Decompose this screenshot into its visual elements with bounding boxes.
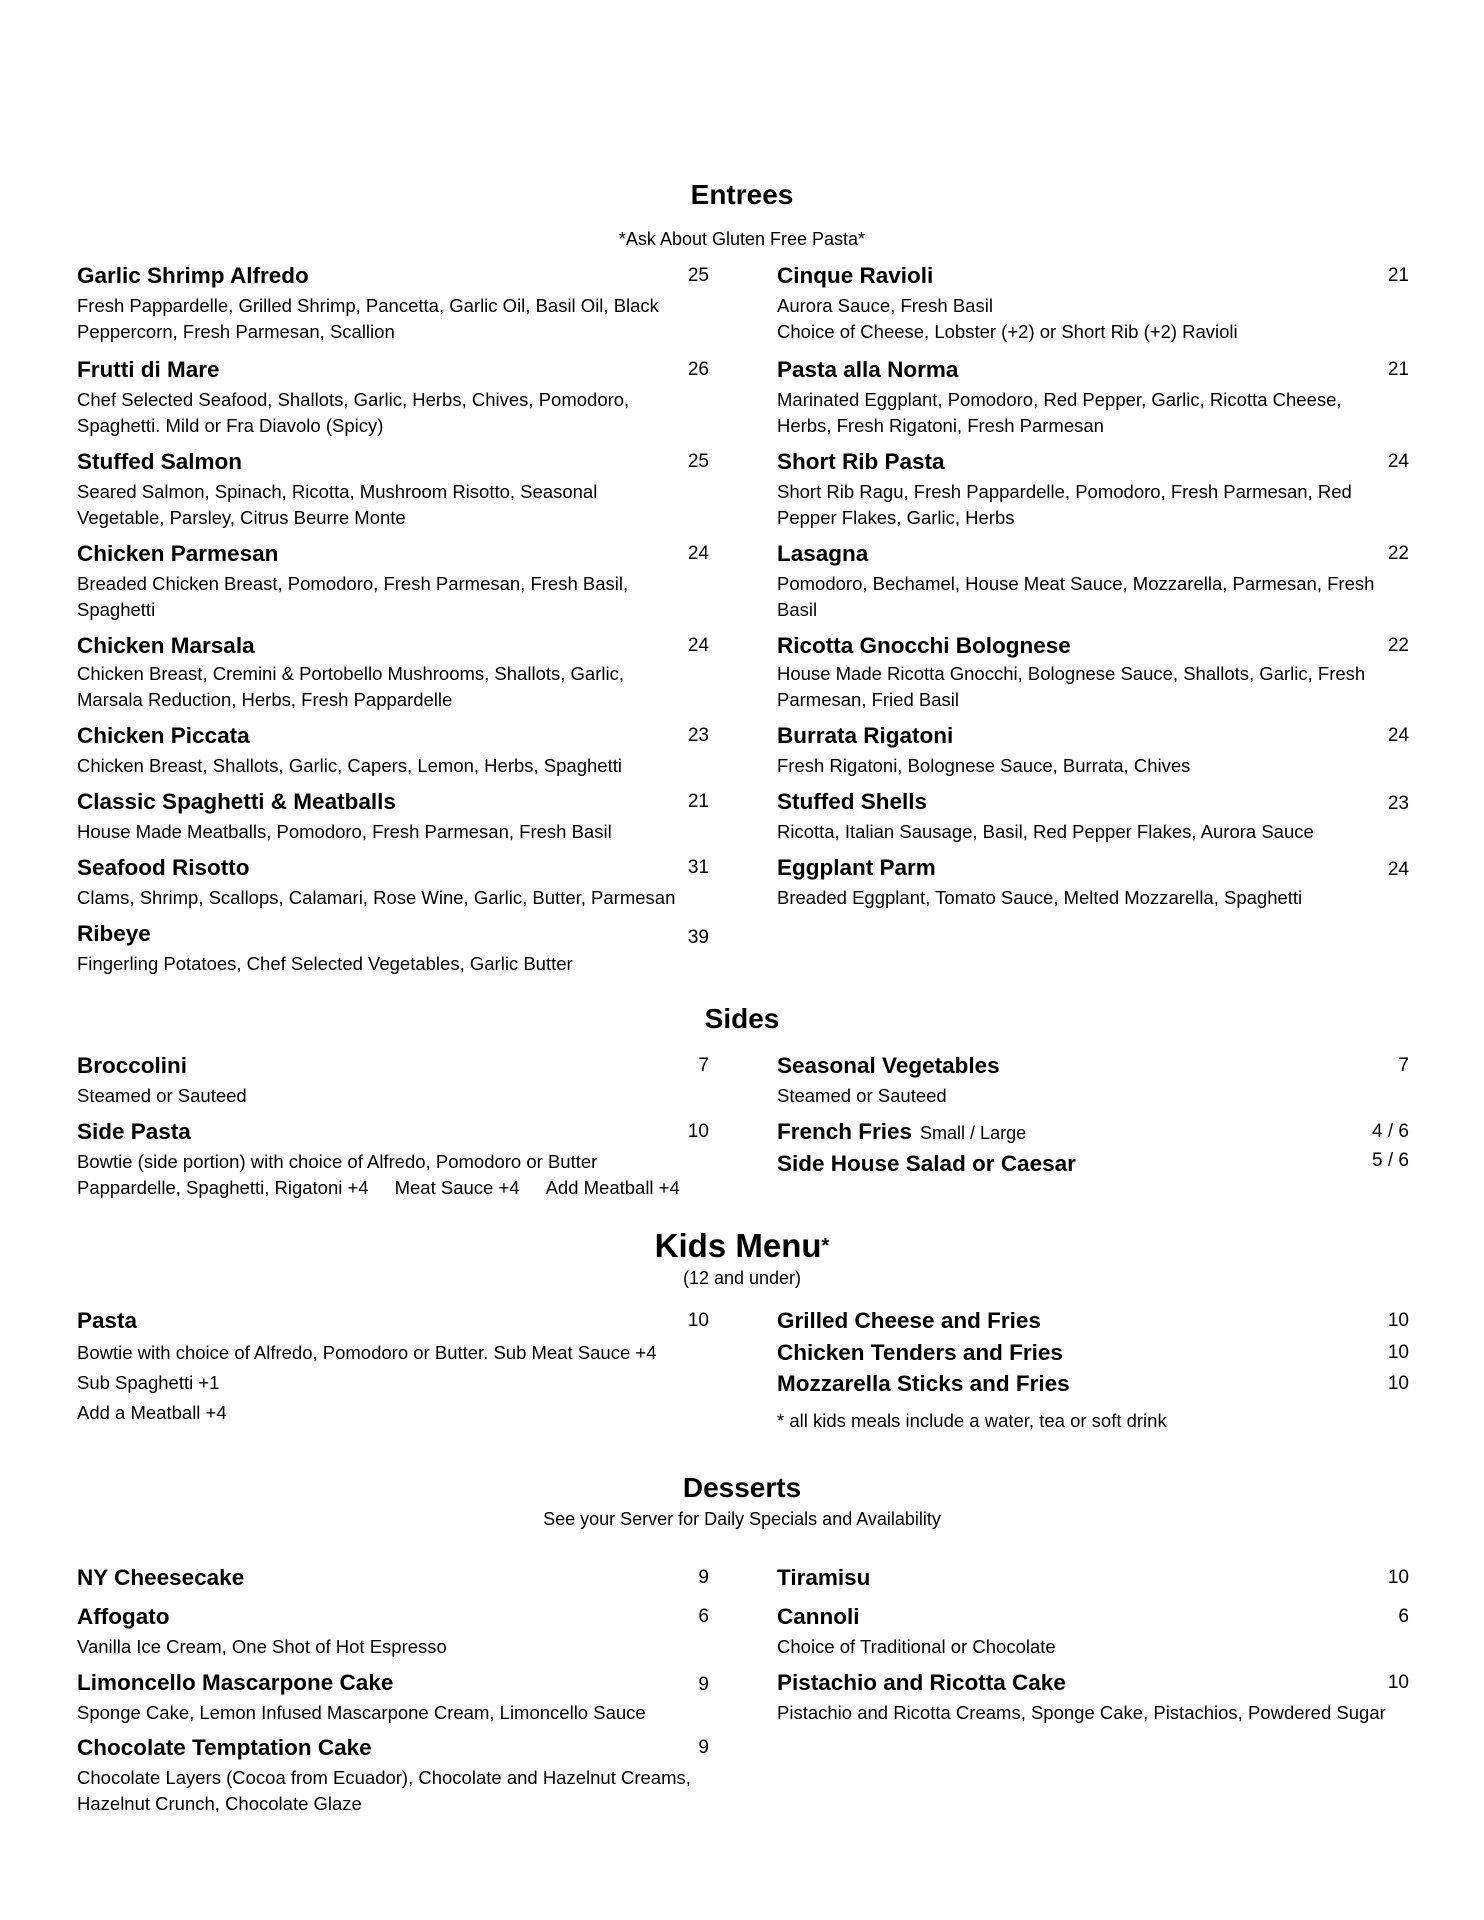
menu-item: [77, 1603, 709, 1660]
item-price: 10: [1387, 1373, 1409, 1394]
menu-item: [777, 722, 1409, 779]
menu-item: [77, 632, 709, 713]
item-price: 31: [687, 857, 709, 878]
item-name: Chicken Tenders and Fries: [777, 1340, 1063, 1365]
menu-item: [777, 1370, 1409, 1400]
item-name: Broccolini: [77, 1053, 188, 1078]
item-price: 23: [1387, 793, 1409, 814]
item-name: Eggplant Parm: [777, 855, 936, 880]
item-description: House Made Ricotta Gnocchi, Bolognese Sauce, Shallots, Garlic, Fresh Parmesan, Fried Basil: [777, 663, 1366, 710]
item-description: Breaded Chicken Breast, Pomodoro, Fresh Parmesan, Fresh Basil, Spaghetti: [77, 573, 629, 620]
item-description: Chicken Breast, Cremini & Portobello Mushrooms, Shallots, Garlic, Marsala Reduction, Herbs, Fresh Pappardelle: [77, 663, 624, 710]
item-price: 24: [687, 635, 709, 656]
item-name: Lasagna: [777, 541, 869, 566]
item-description: Breaded Eggplant, Tomato Sauce, Melted Mozzarella, Spaghetti: [777, 887, 1303, 908]
item-description: Clams, Shrimp, Scallops, Calamari, Rose Wine, Garlic, Butter, Parmesan: [77, 887, 676, 908]
gluten-free-note: *Ask About Gluten Free Pasta*: [618, 229, 866, 249]
item-price: 7: [1398, 1055, 1409, 1076]
item-name: Stuffed Salmon: [77, 449, 243, 474]
item-description: Seared Salmon, Spinach, Ricotta, Mushroom Risotto, Seasonal Vegetable, Parsley, Citrus Beurre Monte: [77, 481, 598, 528]
item-description: Bowtie (side portion) with choice of Alfredo, Pomodoro or Butter Pappardelle, Spaghetti, Rigatoni +4 Meat Sauce +4 Add Meatball +4: [77, 1149, 709, 1201]
item-name: Tiramisu: [777, 1565, 871, 1590]
item-name: Burrata Rigatoni: [777, 723, 954, 748]
asterisk: *: [821, 1235, 830, 1257]
side-pasta-addons: Pappardelle, Spaghetti, Rigatoni +4 Meat Sauce +4 Add Meatball +4: [77, 1177, 680, 1198]
item-name: Chicken Parmesan: [77, 541, 279, 566]
item-description: Aurora Sauce, Fresh Basil Choice of Cheese, Lobster (+2) or Short Rib (+2) Ravioli: [777, 295, 1238, 342]
item-description: Steamed or Sauteed: [777, 1085, 947, 1106]
item-name: Side Pasta: [77, 1119, 191, 1144]
item-name: Classic Spaghetti & Meatballs: [77, 789, 396, 814]
item-name: Cinque Ravioli: [777, 263, 934, 288]
item-name: Affogato: [77, 1604, 170, 1629]
item-description: Steamed or Sauteed: [77, 1085, 247, 1106]
item-price: 21: [1387, 359, 1409, 380]
item-price: 4 / 6: [1372, 1121, 1409, 1142]
menu-item: [77, 1669, 709, 1726]
menu-item: [777, 356, 1409, 439]
item-description: Chef Selected Seafood, Shallots, Garlic, Herbs, Chives, Pomodoro, Spaghetti. Mild or Fra Diavolo (Spicy): [77, 389, 630, 436]
item-description: Bowtie with choice of Alfredo, Pomodoro or Butter. Sub Meat Sauce +4 Sub Spaghetti +1 Add a Meatball +4: [77, 1342, 657, 1423]
item-price: 24: [1387, 859, 1409, 880]
item-price: 5 / 6: [1372, 1150, 1409, 1171]
entrees-heading: Entrees: [690, 179, 794, 210]
item-name: French Fries Small / Large: [777, 1119, 1027, 1144]
sides-heading: Sides: [704, 1003, 780, 1034]
item-name: Mozzarella Sticks and Fries: [777, 1371, 1070, 1396]
menu-item: [777, 1150, 1409, 1180]
item-description: Ricotta, Italian Sausage, Basil, Red Pepper Flakes, Aurora Sauce: [777, 821, 1314, 842]
menu-item: [77, 262, 709, 345]
menu-item: [777, 1669, 1409, 1726]
item-description: Marinated Eggplant, Pomodoro, Red Pepper, Garlic, Ricotta Cheese, Herbs, Fresh Rigatoni, Fresh Parmesan: [777, 389, 1342, 436]
desserts-note: See your Server for Daily Specials and Availability: [543, 1509, 941, 1529]
item-name: Ribeye: [77, 921, 151, 946]
item-price: 24: [687, 543, 709, 564]
menu-item: [77, 722, 709, 779]
menu-item: [777, 1603, 1409, 1660]
item-description: Short Rib Ragu, Fresh Pappardelle, Pomodoro, Fresh Parmesan, Red Pepper Flakes, Garlic, Herbs: [777, 481, 1352, 528]
menu-item: [77, 1734, 709, 1817]
menu-item: [777, 262, 1409, 345]
item-name: Chicken Marsala: [77, 633, 255, 658]
item-price: 6: [1398, 1606, 1409, 1627]
menu-item: [777, 540, 1409, 623]
item-name: Frutti di Mare: [77, 357, 220, 382]
item-price: 10: [1387, 1342, 1409, 1363]
item-name: Pasta: [77, 1308, 138, 1333]
menu-item: [77, 1564, 709, 1594]
item-price: 25: [687, 265, 709, 286]
item-description: Vanilla Ice Cream, One Shot of Hot Espresso: [77, 1636, 447, 1657]
item-price: 26: [687, 359, 709, 380]
item-price: 6: [698, 1606, 709, 1627]
kids-menu-heading: Kids Menu*: [654, 1227, 830, 1264]
item-description: Sponge Cake, Lemon Infused Mascarpone Cream, Limoncello Sauce: [77, 1702, 646, 1723]
item-price: 21: [1387, 265, 1409, 286]
menu-item: [77, 854, 709, 911]
item-price: 9: [698, 1674, 709, 1695]
item-name: Pistachio and Ricotta Cake: [777, 1670, 1066, 1695]
item-name: Seasonal Vegetables: [777, 1053, 1000, 1078]
item-price: 9: [698, 1567, 709, 1588]
menu-item: [777, 1118, 1409, 1148]
item-name: Stuffed Shells: [777, 789, 928, 814]
item-price: 10: [1387, 1310, 1409, 1331]
item-name: NY Cheesecake: [77, 1565, 245, 1590]
item-price: 24: [1387, 725, 1409, 746]
kids-drink-footnote: * all kids meals include a water, tea or soft drink: [777, 1410, 1167, 1431]
item-name: Limoncello Mascarpone Cake: [77, 1670, 394, 1695]
menu-item: [77, 448, 709, 531]
item-name: Garlic Shrimp Alfredo: [77, 263, 309, 288]
item-description: Fresh Pappardelle, Grilled Shrimp, Pancetta, Garlic Oil, Basil Oil, Black Peppercorn, Fresh Parmesan, Scallion: [77, 295, 659, 342]
menu-item: [77, 1052, 709, 1109]
menu-item: [777, 448, 1409, 531]
item-name: Cannoli: [777, 1604, 860, 1629]
item-description: Pomodoro, Bechamel, House Meat Sauce, Mozzarella, Parmesan, Fresh Basil: [777, 573, 1375, 620]
item-name: Chocolate Temptation Cake: [77, 1735, 372, 1760]
item-price: 23: [687, 725, 709, 746]
item-name: Ricotta Gnocchi Bolognese: [777, 633, 1071, 658]
item-name: Grilled Cheese and Fries: [777, 1308, 1041, 1333]
menu-item: [77, 1118, 709, 1201]
item-price: 22: [1387, 543, 1409, 564]
item-price: 10: [1387, 1672, 1409, 1693]
item-description: House Made Meatballs, Pomodoro, Fresh Parmesan, Fresh Basil: [77, 821, 612, 842]
menu-item: [77, 540, 709, 623]
item-name: Pasta alla Norma: [777, 357, 959, 382]
item-description: Fresh Rigatoni, Bolognese Sauce, Burrata, Chives: [777, 755, 1191, 776]
menu-item: [777, 1307, 1409, 1337]
item-name: Short Rib Pasta: [777, 449, 945, 474]
item-size-options: Small / Large: [920, 1123, 1027, 1143]
kids-age-note: (12 and under): [682, 1268, 802, 1288]
menu-item: [77, 1307, 709, 1428]
menu-item: [77, 356, 709, 439]
item-price: 21: [687, 791, 709, 812]
menu-item: [777, 1052, 1409, 1109]
item-description: Pistachio and Ricotta Creams, Sponge Cake, Pistachios, Powdered Sugar: [777, 1702, 1386, 1723]
item-price: 10: [1387, 1567, 1409, 1588]
item-name: Seafood Risotto: [77, 855, 250, 880]
item-name: Chicken Piccata: [77, 723, 250, 748]
item-price: 10: [687, 1310, 709, 1331]
item-price: 24: [1387, 451, 1409, 472]
menu-item: [777, 788, 1409, 845]
item-price: 25: [687, 451, 709, 472]
item-description: Chocolate Layers (Cocoa from Ecuador), Chocolate and Hazelnut Creams, Hazelnut Crunch, Chocolate Glaze: [77, 1767, 691, 1814]
menu-item: [77, 788, 709, 845]
item-price: 7: [698, 1055, 709, 1076]
item-name: Side House Salad or Caesar: [777, 1151, 1076, 1176]
item-price: 10: [687, 1121, 709, 1142]
menu-item: [777, 1339, 1409, 1369]
item-price: 9: [698, 1737, 709, 1758]
desserts-heading: Desserts: [682, 1472, 802, 1503]
item-price: 39: [687, 927, 709, 948]
item-price: 22: [1387, 635, 1409, 656]
item-description: Fingerling Potatoes, Chef Selected Vegetables, Garlic Butter: [77, 953, 573, 974]
item-description: Chicken Breast, Shallots, Garlic, Capers, Lemon, Herbs, Spaghetti: [77, 755, 622, 776]
menu-item: [777, 854, 1409, 911]
menu-item: [77, 920, 709, 977]
menu-item: [777, 632, 1409, 713]
menu-item: [777, 1564, 1409, 1594]
item-description: Choice of Traditional or Chocolate: [777, 1636, 1056, 1657]
